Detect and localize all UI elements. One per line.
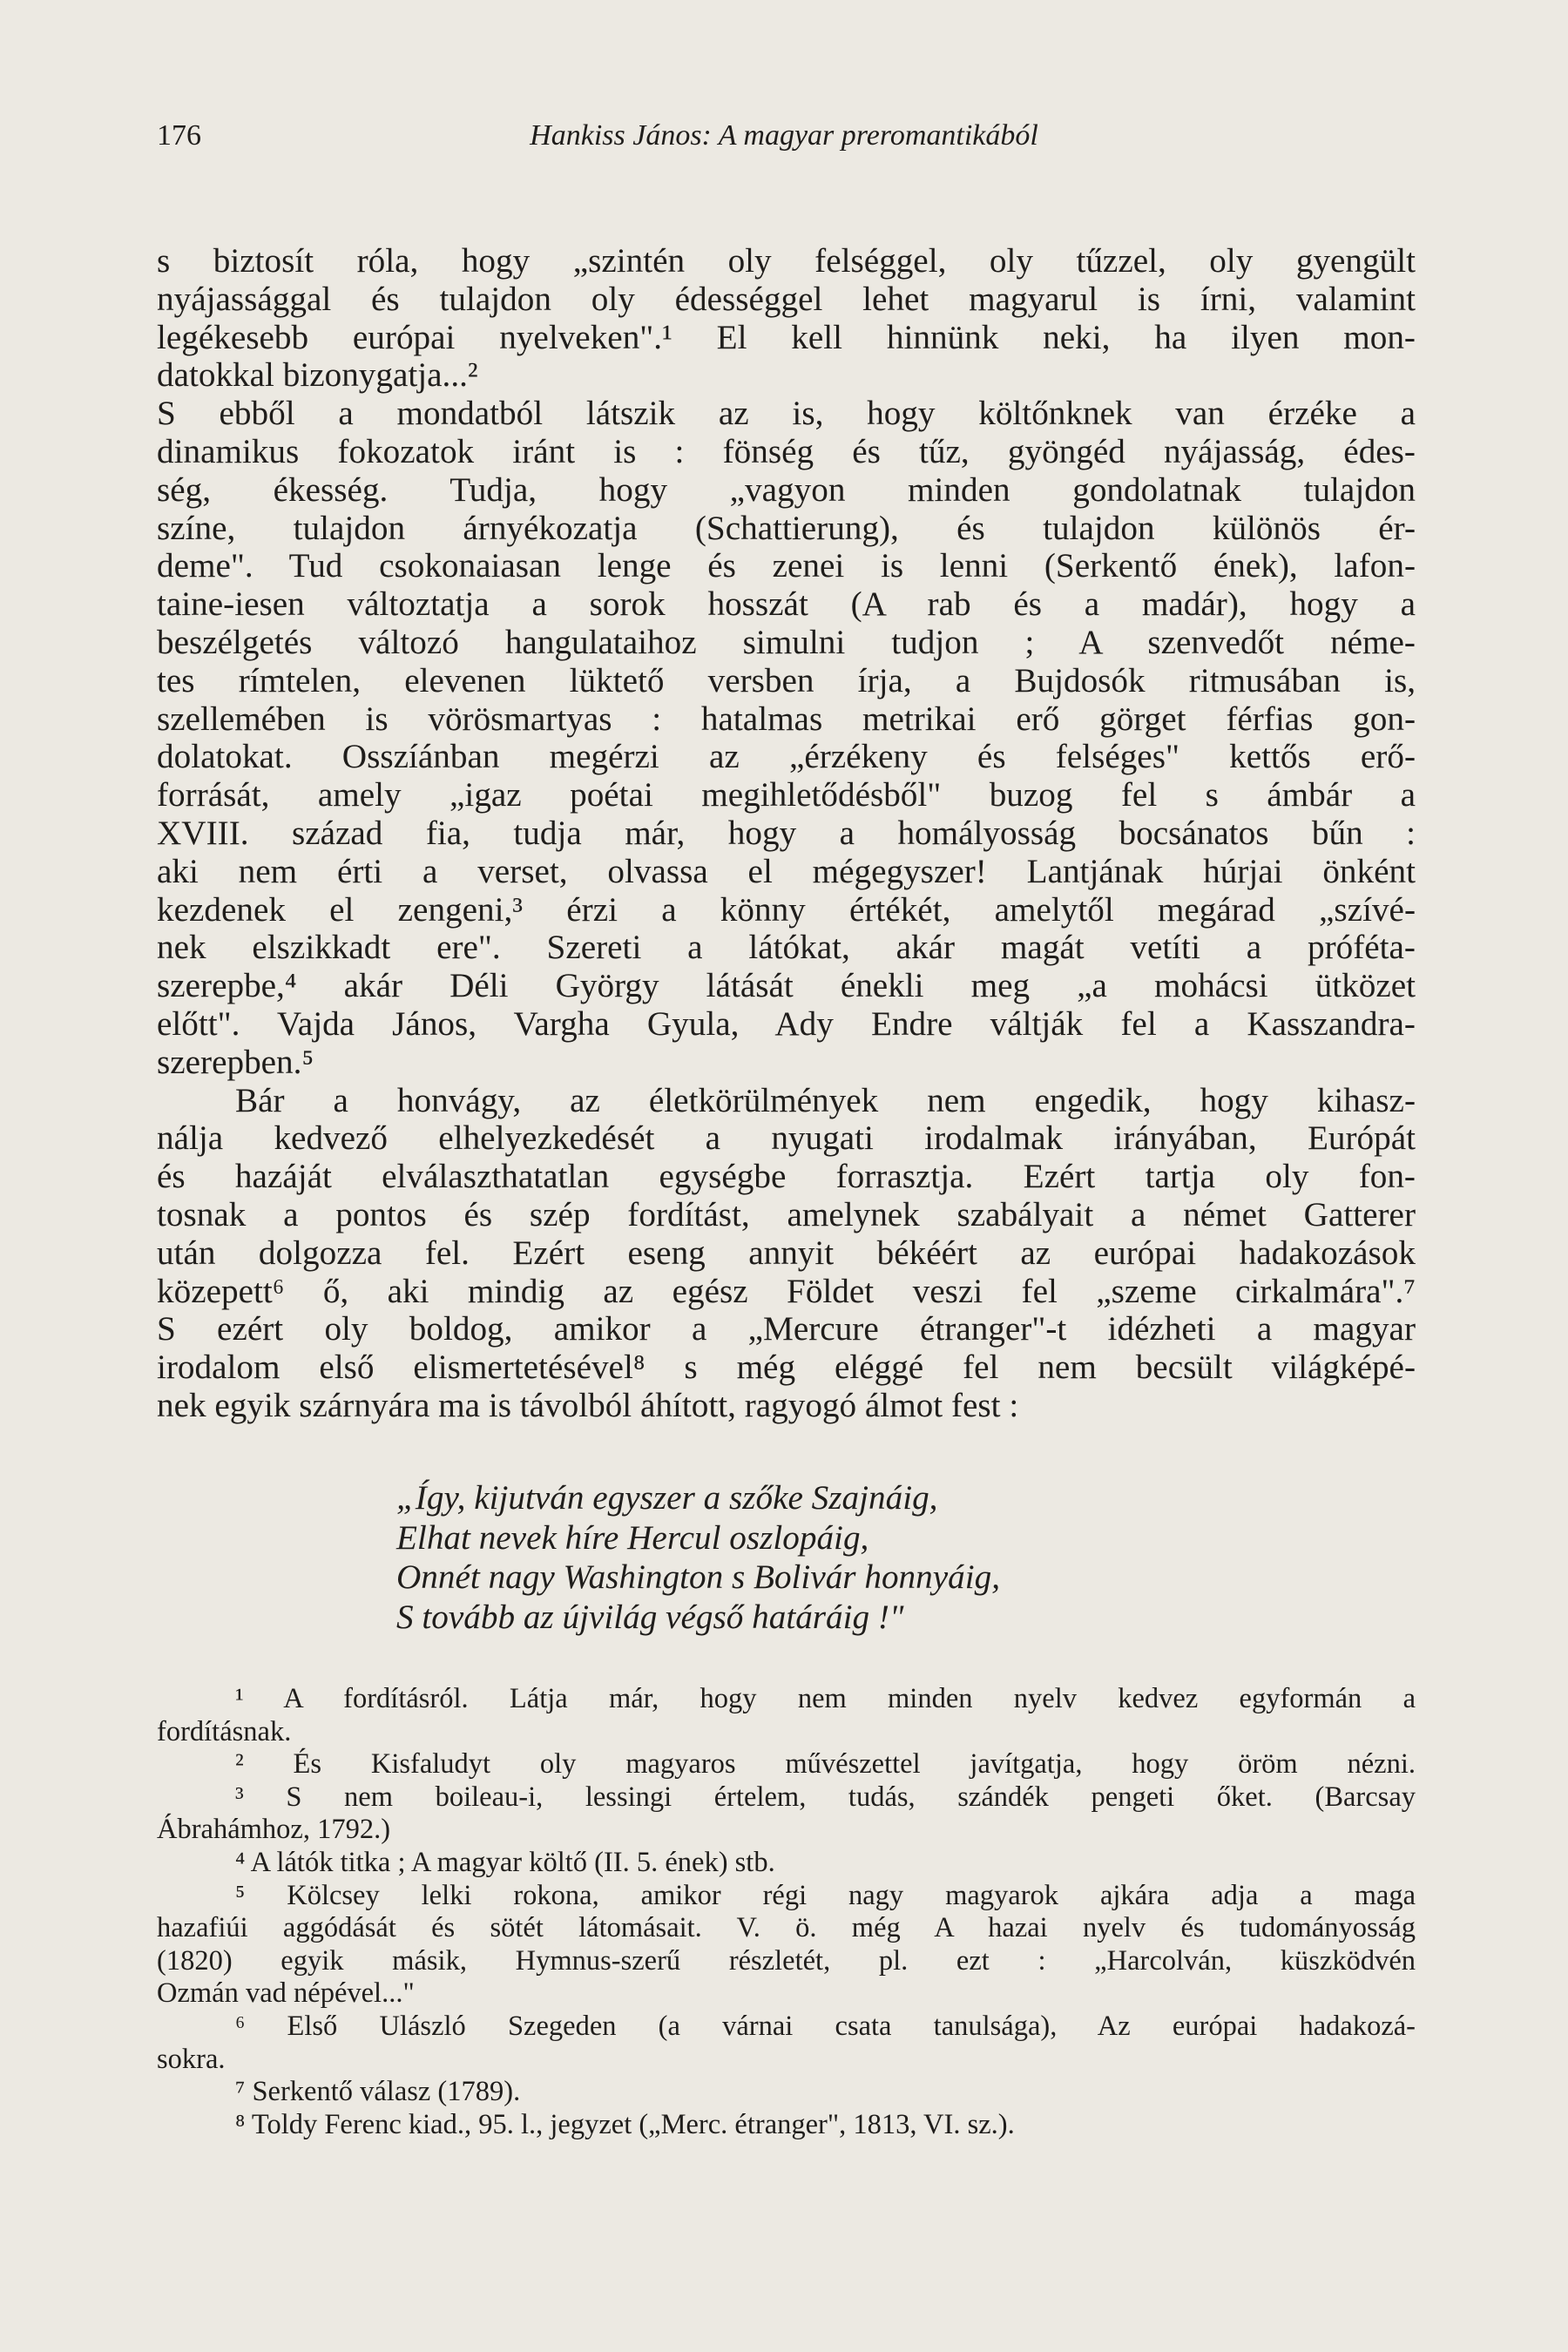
poem-line: „Így, kijutván egyszer a szőke Szajnáig, <box>396 1479 938 1517</box>
body-line: színe, tulajdon árnyékozatja (Schattierung), és tulajdon különös ér- <box>157 509 1416 547</box>
footnote-line: Ozmán vad népével..." <box>157 1977 415 2010</box>
body-line: nek egyik szárnyára ma is távolból áhított, ragyogó álmot fest : <box>157 1386 1019 1424</box>
body-line: S ezért oly boldog, amikor a „Mercure étranger"-t idézheti a magyar <box>157 1310 1416 1348</box>
body-line: szerepben.⁵ <box>157 1043 314 1081</box>
poem-line: S tovább az újvilág végső határáig !" <box>396 1598 904 1636</box>
body-line: irodalom első elismertetésével⁸ s még eléggé fel nem becsült világképé- <box>157 1348 1416 1387</box>
footnote-line: Ábrahámhoz, 1792.) <box>157 1814 391 1846</box>
body-line: S ebből a mondatból látszik az is, hogy költőnknek van érzéke a <box>157 395 1416 433</box>
running-head <box>157 115 1411 157</box>
footnote-line: (1820) egyik másik, Hymnus-szerű részletét, pl. ezt : „Harcolván, küszködvén <box>157 1944 1416 1977</box>
footnote-line: ⁵ Kölcsey lelki rokona, amikor régi nagy magyarok ajkára adja a maga <box>235 1879 1416 1911</box>
body-line: közepett⁶ ő, aki mindig az egész Földet veszi fel „szeme cirkalmára".⁷ <box>157 1272 1416 1310</box>
body-line: Bár a honvágy, az életkörülmények nem engedik, hogy kihasz- <box>235 1081 1416 1119</box>
body-line: taine-iesen változtatja a sorok hosszát (A rab és a madár), hogy a <box>157 585 1416 624</box>
running-title: Hankiss János: A magyar preromantikából <box>530 119 1038 152</box>
footnote-line: ³ S nem boileau-i, lessingi értelem, tudás, szándék pengeti őket. (Barcsay <box>235 1781 1416 1813</box>
body-line: előtt". Vajda János, Vargha Gyula, Ady Endre váltják fel a Kasszandra- <box>157 1004 1416 1043</box>
body-line: ség, ékesség. Tudja, hogy „vagyon minden gondolatnak tulajdon <box>157 470 1416 509</box>
footnote-line: sokra. <box>157 2043 226 2075</box>
body-line: datokkal bizonygatja...² <box>157 356 478 395</box>
body-line: tosnak a pontos és szép fordítást, amelynek szabályait a német Gatterer <box>157 1195 1416 1233</box>
body-line: tes rímtelen, elevenen lüktető versben írja, a Bujdosók ritmusában is, <box>157 661 1416 700</box>
body-line: nyájassággal és tulajdon oly édességgel lehet magyarul is írni, valamint <box>157 280 1416 318</box>
body-line: nek elszikkadt ere". Szereti a látókat, akár magát vetíti a próféta- <box>157 929 1416 967</box>
poem-quote <box>396 1478 1180 1637</box>
footnote-line: ² És Kisfaludyt oly magyaros művészettel javítgatja, hogy öröm nézni. <box>235 1748 1416 1781</box>
footnote-line: ⁶ Első Ulászló Szegeden (a várnai csata tanulsága), Az európai hadakozá- <box>235 2010 1416 2042</box>
poem-line: Onnét nagy Washington s Bolivár honnyáig, <box>396 1558 1000 1596</box>
body-line: szellemében is vörösmartyas : hatalmas metrikai erő görget férfias gon- <box>157 700 1416 738</box>
body-line: forrását, amely „igaz poétai megihletődésből" buzog fel s ámbár a <box>157 776 1416 814</box>
footnote-line: ⁷ Serkentő válasz (1789). <box>235 2076 521 2108</box>
body-line: és hazáját elválaszthatatlan egységbe forrasztja. Ezért tartja oly fon- <box>157 1158 1416 1196</box>
footnote-line: ¹ A fordításról. Látja már, hogy nem minden nyelv kedvez egyformán a <box>235 1683 1416 1714</box>
body-line: szerepbe,⁴ akár Déli György látását énekli meg „a mohácsi ütközet <box>157 967 1416 1005</box>
body-line: legékesebb európai nyelveken".¹ El kell hinnünk neki, ha ilyen mon- <box>157 318 1416 356</box>
body-line: kezdenek el zengeni,³ érzi a könny értékét, amelytől megárad „szívé- <box>157 890 1416 929</box>
body-line: s biztosít róla, hogy „szintén oly felséggel, oly tűzzel, oly gyengült <box>157 242 1416 280</box>
footnote-line: ⁴ A látók titka ; A magyar költő (II. 5. ének) stb. <box>235 1846 775 1878</box>
body-line: nálja kedvező elhelyezkedését a nyugati irodalmak irányában, Európát <box>157 1119 1416 1158</box>
footnote-line: fordításnak. <box>157 1715 292 1747</box>
body-line: dinamikus fokozatok iránt is : fönség és tűz, gyöngéd nyájasság, édes- <box>157 432 1416 470</box>
page-number: 176 <box>157 119 201 152</box>
body-line: után dolgozza fel. Ezért eseng annyit békéért az európai hadakozások <box>157 1233 1416 1272</box>
body-text <box>157 242 1416 1425</box>
footnote-line: hazafiúi aggódását és sötét látomásait. V. ö. még A hazai nyelv és tudományosság <box>157 1912 1416 1944</box>
body-line: deme". Tud csokonaiasan lenge és zenei is lenni (Serkentő ének), lafon- <box>157 547 1416 585</box>
body-line: aki nem érti a verset, olvassa el mégegyszer! Lantjának húrjai önként <box>157 852 1416 890</box>
body-line: XVIII. század fia, tudja már, hogy a homályosság bocsánatos bűn : <box>157 814 1416 852</box>
poem-line: Elhat nevek híre Hercul oszlopáig, <box>396 1518 869 1557</box>
body-line: beszélgetés változó hangulataihoz simulni tudjon ; A szenvedőt néme- <box>157 623 1416 661</box>
body-line: dolatokat. Osszíánban megérzi az „érzékeny és felséges" kettős erő- <box>157 738 1416 776</box>
footnote-line: ⁸ Toldy Ferenc kiad., 95. l., jegyzet („Merc. étranger", 1813, VI. sz.). <box>235 2108 1015 2140</box>
footnotes <box>157 1683 1416 2141</box>
